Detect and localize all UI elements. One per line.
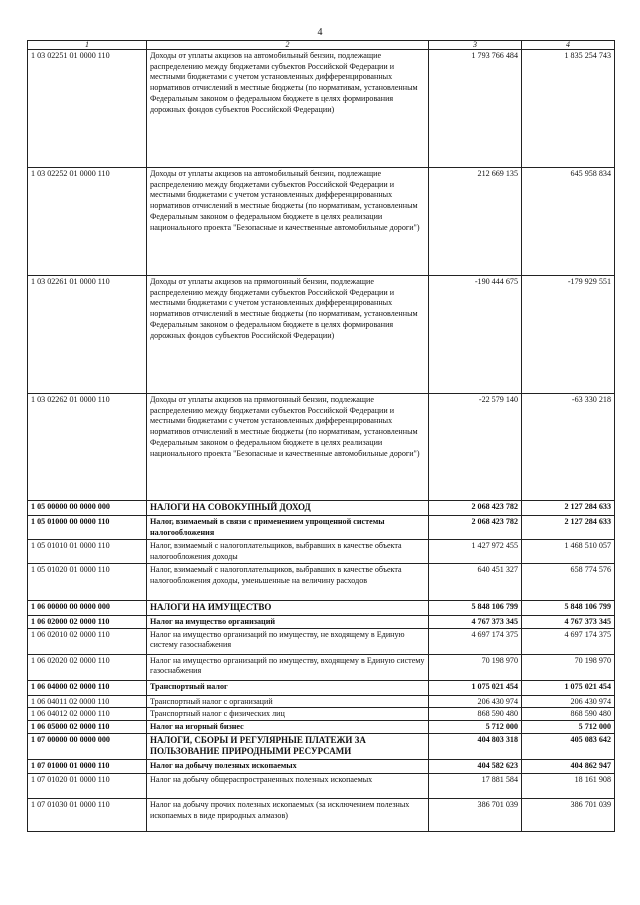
table-row bbox=[28, 601, 615, 616]
row-name: НАЛОГИ, СБОРЫ И РЕГУЛЯРНЫЕ ПЛАТЕЖИ ЗА ПОЛЬЗОВАНИЕ ПРИРОДНЫМИ РЕСУРСАМИ bbox=[147, 733, 429, 759]
column-number-2: 2 bbox=[147, 41, 429, 50]
row-name: Налог на добычу полезных ископаемых bbox=[147, 759, 429, 773]
row-value-year-1: -190 444 675 bbox=[429, 276, 522, 394]
table-row bbox=[28, 168, 615, 276]
row-value-year-2: 18 161 908 bbox=[522, 773, 615, 798]
table-row bbox=[28, 628, 615, 654]
row-value-year-1: 2 068 423 782 bbox=[429, 516, 522, 540]
column-number-3: 3 bbox=[429, 41, 522, 50]
row-code: 1 07 01020 01 0000 110 bbox=[28, 773, 147, 798]
row-value-year-2: 2 127 284 633 bbox=[522, 516, 615, 540]
row-code: 1 05 01000 00 0000 110 bbox=[28, 516, 147, 540]
row-value-year-1: 4 697 174 375 bbox=[429, 628, 522, 654]
table-row bbox=[28, 695, 615, 708]
row-value-year-2: 1 835 254 743 bbox=[522, 50, 615, 168]
column-number-row bbox=[28, 41, 615, 50]
row-value-year-2: 5 712 000 bbox=[522, 721, 615, 734]
row-code: 1 06 04011 02 0000 110 bbox=[28, 695, 147, 708]
row-value-year-2: 868 590 480 bbox=[522, 708, 615, 721]
row-value-year-2: 5 848 106 799 bbox=[522, 601, 615, 616]
row-name: Транспортный налог bbox=[147, 680, 429, 695]
row-code: 1 03 02252 01 0000 110 bbox=[28, 168, 147, 276]
row-value-year-1: 212 669 135 bbox=[429, 168, 522, 276]
row-value-year-2: 404 862 947 bbox=[522, 759, 615, 773]
row-code: 1 06 02020 02 0000 110 bbox=[28, 654, 147, 680]
table-row bbox=[28, 501, 615, 516]
table-row bbox=[28, 759, 615, 773]
row-value-year-1: -22 579 140 bbox=[429, 394, 522, 501]
row-value-year-2: 405 083 642 bbox=[522, 733, 615, 759]
row-code: 1 03 02262 01 0000 110 bbox=[28, 394, 147, 501]
table-row bbox=[28, 721, 615, 734]
row-value-year-2: 1 075 021 454 bbox=[522, 680, 615, 695]
row-code: 1 06 05000 02 0000 110 bbox=[28, 721, 147, 734]
row-value-year-1: 1 427 972 455 bbox=[429, 540, 522, 564]
table-row bbox=[28, 50, 615, 168]
row-code: 1 06 00000 00 0000 000 bbox=[28, 601, 147, 616]
column-number-1: 1 bbox=[28, 41, 147, 50]
row-name: Доходы от уплаты акцизов на автомобильный бензин, подлежащие распределению между бюджетами субъектов Российской Федерации и местными бюджетами с учетом установленных дифференцированных нормативов отчислений в местные бюджеты (по нормативам, установленным Федеральным законом о федеральном бюджете в целях реализации национального проекта "Безопасные и качественные автомобильные дороги") bbox=[147, 168, 429, 276]
row-name: НАЛОГИ НА СОВОКУПНЫЙ ДОХОД bbox=[147, 501, 429, 516]
row-value-year-1: 404 582 623 bbox=[429, 759, 522, 773]
row-name: Налог на имущество организаций bbox=[147, 616, 429, 629]
table-row bbox=[28, 516, 615, 540]
row-name: Налог на имущество организаций по имуществу, входящему в Единую систему газоснабжения bbox=[147, 654, 429, 680]
row-value-year-2: 2 127 284 633 bbox=[522, 501, 615, 516]
row-name: Доходы от уплаты акцизов на прямогонный бензин, подлежащие распределению между бюджетами субъектов Российской Федерации и местными бюджетами с учетом установленных дифференцированных нормативов отчислений в местные бюджеты (по нормативам, установленным Федеральным законом о федеральном бюджете в целях формирования дорожных фондов субъектов Российской Федерации) bbox=[147, 276, 429, 394]
row-code: 1 06 04012 02 0000 110 bbox=[28, 708, 147, 721]
row-value-year-1: 386 701 039 bbox=[429, 798, 522, 831]
row-code: 1 07 01030 01 0000 110 bbox=[28, 798, 147, 831]
row-value-year-1: 868 590 480 bbox=[429, 708, 522, 721]
revenue-table bbox=[27, 40, 615, 832]
row-name: Транспортный налог с организаций bbox=[147, 695, 429, 708]
row-name: Налог на добычу общераспространенных полезных ископаемых bbox=[147, 773, 429, 798]
row-value-year-1: 17 881 584 bbox=[429, 773, 522, 798]
row-value-year-1: 206 430 974 bbox=[429, 695, 522, 708]
row-value-year-2: 70 198 970 bbox=[522, 654, 615, 680]
row-value-year-1: 5 712 000 bbox=[429, 721, 522, 734]
row-name: Налог, взимаемый с налогоплательщиков, выбравших в качестве объекта налогообложения доходы bbox=[147, 540, 429, 564]
row-name: Налог на имущество организаций по имуществу, не входящему в Единую систему газоснабжения bbox=[147, 628, 429, 654]
row-name: НАЛОГИ НА ИМУЩЕСТВО bbox=[147, 601, 429, 616]
row-code: 1 06 02000 02 0000 110 bbox=[28, 616, 147, 629]
row-name: Доходы от уплаты акцизов на автомобильный бензин, подлежащие распределению между бюджетами субъектов Российской Федерации и местными бюджетами с учетом установленных дифференцированных нормативов отчислений в местные бюджеты (по нормативам, установленным Федеральным законом о федеральном бюджете в целях формирования дорожных фондов субъектов Российской Федерации) bbox=[147, 50, 429, 168]
row-value-year-2: 645 958 834 bbox=[522, 168, 615, 276]
table-row bbox=[28, 708, 615, 721]
row-code: 1 05 01020 01 0000 110 bbox=[28, 564, 147, 601]
table-row bbox=[28, 773, 615, 798]
row-value-year-1: 404 803 318 bbox=[429, 733, 522, 759]
row-name: Налог на добычу прочих полезных ископаемых (за исключением полезных ископаемых в виде природных алмазов) bbox=[147, 798, 429, 831]
row-name: Налог, взимаемый с налогоплательщиков, выбравших в качестве объекта налогообложения доходы, уменьшенные на величину расходов bbox=[147, 564, 429, 601]
row-value-year-1: 2 068 423 782 bbox=[429, 501, 522, 516]
table-row bbox=[28, 540, 615, 564]
table-row bbox=[28, 654, 615, 680]
row-code: 1 07 01000 01 0000 110 bbox=[28, 759, 147, 773]
table-row bbox=[28, 276, 615, 394]
table-row bbox=[28, 680, 615, 695]
row-name: Налог на игорный бизнес bbox=[147, 721, 429, 734]
row-name: Транспортный налог с физических лиц bbox=[147, 708, 429, 721]
table-row bbox=[28, 798, 615, 831]
table-row bbox=[28, 564, 615, 601]
row-value-year-1: 70 198 970 bbox=[429, 654, 522, 680]
row-code: 1 03 02251 01 0000 110 bbox=[28, 50, 147, 168]
table-row bbox=[28, 616, 615, 629]
row-value-year-2: 658 774 576 bbox=[522, 564, 615, 601]
row-value-year-1: 4 767 373 345 bbox=[429, 616, 522, 629]
row-value-year-1: 5 848 106 799 bbox=[429, 601, 522, 616]
row-value-year-1: 1 075 021 454 bbox=[429, 680, 522, 695]
row-value-year-1: 640 451 327 bbox=[429, 564, 522, 601]
row-name: Доходы от уплаты акцизов на прямогонный бензин, подлежащие распределению между бюджетами субъектов Российской Федерации и местными бюджетами с учетом установленных дифференцированных нормативов отчислений в местные бюджеты (по нормативам, установленным Федеральным законом о федеральном бюджете в целях реализации национального проекта "Безопасные и качественные автомобильные дороги") bbox=[147, 394, 429, 501]
row-value-year-2: -179 929 551 bbox=[522, 276, 615, 394]
row-code: 1 03 02261 01 0000 110 bbox=[28, 276, 147, 394]
row-code: 1 07 00000 00 0000 000 bbox=[28, 733, 147, 759]
row-code: 1 06 04000 02 0000 110 bbox=[28, 680, 147, 695]
row-value-year-2: -63 330 218 bbox=[522, 394, 615, 501]
row-value-year-2: 4 697 174 375 bbox=[522, 628, 615, 654]
row-value-year-2: 386 701 039 bbox=[522, 798, 615, 831]
table-row bbox=[28, 394, 615, 501]
row-name: Налог, взимаемый в связи с применением упрощенной системы налогообложения bbox=[147, 516, 429, 540]
row-code: 1 05 01010 01 0000 110 bbox=[28, 540, 147, 564]
row-value-year-2: 206 430 974 bbox=[522, 695, 615, 708]
page-number: 4 bbox=[317, 27, 323, 38]
row-value-year-2: 1 468 510 057 bbox=[522, 540, 615, 564]
row-code: 1 06 02010 02 0000 110 bbox=[28, 628, 147, 654]
column-number-4: 4 bbox=[522, 41, 615, 50]
row-value-year-2: 4 767 373 345 bbox=[522, 616, 615, 629]
table-row bbox=[28, 733, 615, 759]
row-code: 1 05 00000 00 0000 000 bbox=[28, 501, 147, 516]
row-value-year-1: 1 793 766 484 bbox=[429, 50, 522, 168]
